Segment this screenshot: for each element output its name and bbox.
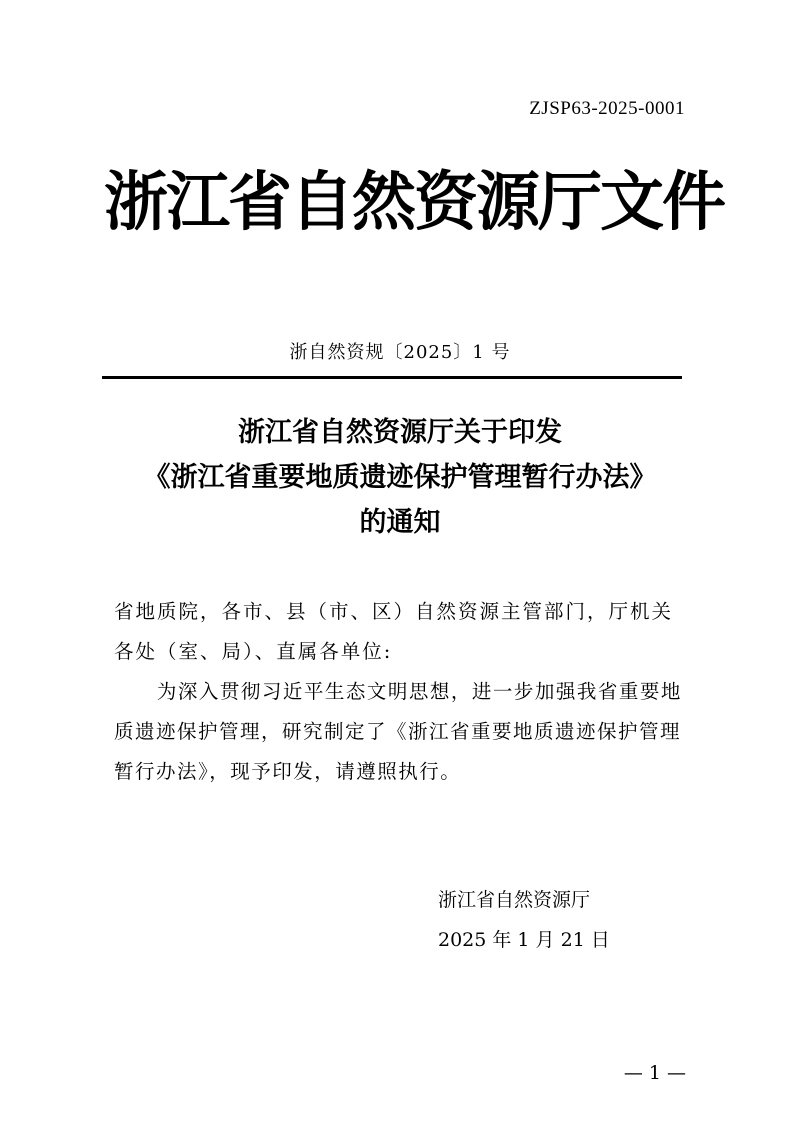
title-line-2: 《浙江省重要地质遗迹保护管理暂行办法》 (143, 462, 657, 493)
title-line-3: 的通知 (359, 507, 441, 538)
issuer-header: 浙江省自然资源厅文件 (104, 166, 724, 240)
signature-block (438, 880, 610, 960)
header-rule (102, 376, 682, 379)
title-line-1: 浙江省自然资源厅关于印发 (238, 417, 562, 448)
signature-date: 2025 年 1 月 21 日 (438, 929, 610, 951)
document-code: ZJSP63-2025-0001 (529, 98, 685, 119)
body-paragraph: 为深入贯彻习近平生态文明思想，进一步加强我省重要地质遗迹保护管理，研究制定了《浙江省重要地质遗迹保护管理暂行办法》，现予印发，请遵照执行。 (114, 680, 682, 783)
signature-org: 浙江省自然资源厅 (438, 889, 591, 911)
page-number: — 1 — (623, 1062, 686, 1084)
document-number: 浙自然资规〔2025〕1 号 (289, 342, 511, 363)
document-body (114, 592, 686, 792)
document-title (0, 410, 800, 545)
addressee: 省地质院，各市、县（市、区）自然资源主管部门，厅机关各处（室、局）、直属各单位: (114, 600, 674, 663)
